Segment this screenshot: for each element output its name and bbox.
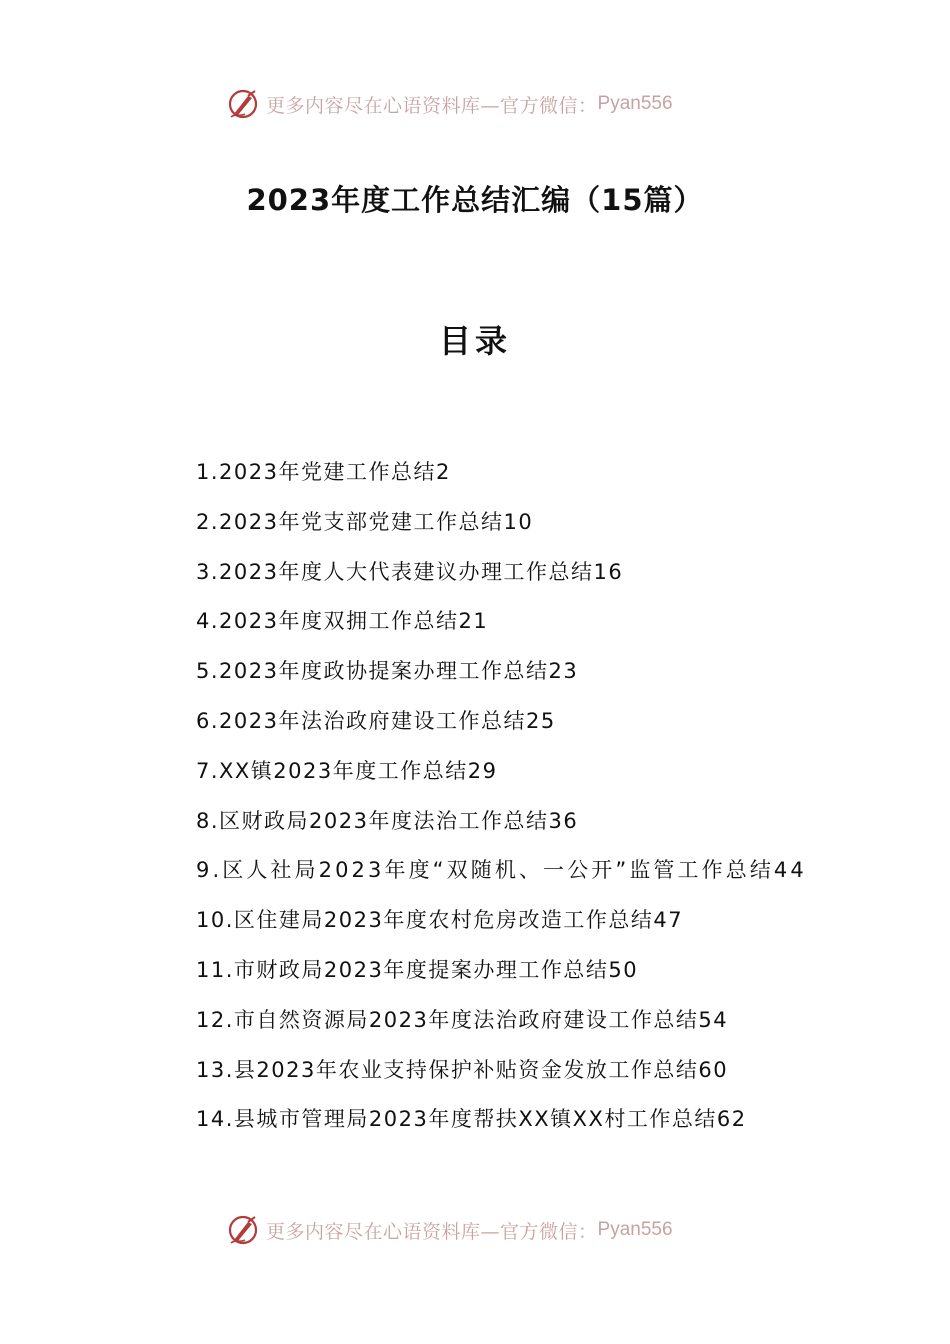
quill-pen-logo-icon xyxy=(226,87,260,121)
toc-item[interactable]: 9.区人社局2023年度“双随机、一公开”监管工作总结44 xyxy=(196,858,807,883)
toc-item[interactable]: 3.2023年度人大代表建议办理工作总结16 xyxy=(196,559,624,584)
watermark-wechat-id: Pyan556 xyxy=(597,1219,673,1240)
toc-item[interactable]: 5.2023年度政协提案办理工作总结23 xyxy=(196,659,579,684)
toc-item[interactable]: 7.XX镇2023年度工作总结29 xyxy=(196,758,498,783)
toc-item[interactable]: 12.市自然资源局2023年度法治政府建设工作总结54 xyxy=(196,1007,729,1032)
watermark-footer xyxy=(226,1212,673,1248)
document-title: 2023年度工作总结汇编（15篇） xyxy=(246,183,704,217)
toc-item[interactable]: 2.2023年党支部党建工作总结10 xyxy=(196,509,534,534)
toc-item[interactable]: 10.区住建局2023年度农村危房改造工作总结47 xyxy=(196,908,684,933)
toc-item[interactable]: 1.2023年党建工作总结2 xyxy=(196,460,451,484)
watermark-header xyxy=(226,86,673,122)
toc-heading: 目录 xyxy=(438,322,511,360)
toc-item[interactable]: 13.县2023年农业支持保护补贴资金发放工作总结60 xyxy=(196,1057,729,1082)
table-of-contents xyxy=(146,448,810,1145)
watermark-text: 更多内容尽在心语资料库—官方微信： xyxy=(266,1220,598,1243)
toc-item[interactable]: 4.2023年度双拥工作总结21 xyxy=(196,609,489,634)
watermark-wechat-id: Pyan556 xyxy=(597,93,673,114)
toc-item[interactable]: 8.区财政局2023年度法治工作总结36 xyxy=(196,808,579,833)
toc-item[interactable]: 6.2023年法治政府建设工作总结25 xyxy=(196,708,556,733)
quill-pen-logo-icon xyxy=(226,1213,260,1247)
toc-item[interactable]: 14.县城市管理局2023年度帮扶XX镇XX村工作总结62 xyxy=(196,1107,747,1132)
toc-item[interactable]: 11.市财政局2023年度提案办理工作总结50 xyxy=(196,957,639,982)
watermark-text: 更多内容尽在心语资料库—官方微信： xyxy=(266,94,598,117)
